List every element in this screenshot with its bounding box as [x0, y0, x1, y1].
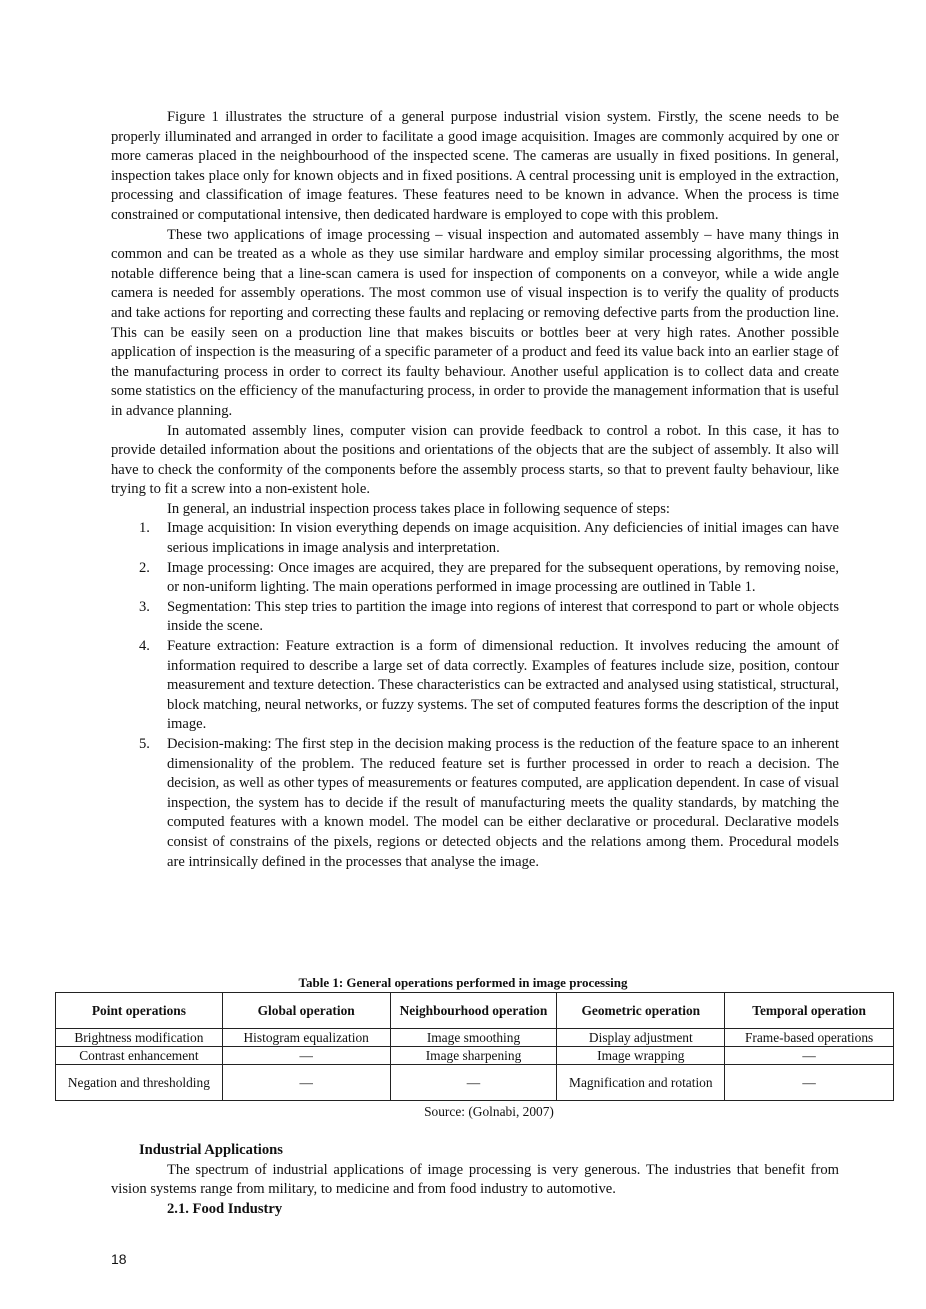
list-item-number: 4. [139, 638, 150, 655]
table-row [56, 1065, 894, 1101]
table-caption: Table 1: General operations performed in image processing [298, 975, 628, 990]
list-item-text: Image processing: Once images are acquired, they are prepared for the subsequent operations, by removing noise, or non-uniform lighting. The main operations performed in image processing are outlined in Table 1. [167, 559, 839, 596]
list-item [111, 559, 839, 598]
body-text [111, 108, 839, 872]
table-cell: Contrast enhancement [56, 1047, 223, 1065]
list-item-number: 1. [139, 520, 150, 537]
table-row [56, 1029, 894, 1047]
table-cell: Brightness modification [56, 1029, 223, 1047]
list-item-number: 3. [139, 598, 150, 615]
table-cell: Image smoothing [390, 1029, 557, 1047]
operations-table [55, 992, 894, 1101]
table-cell: — [725, 1065, 894, 1101]
list-item-text: Feature extraction: Feature extraction is a form of dimensional reduction. It involves reducing the amount of information required to describe a large set of data correctly. Examples of features include size, position, contour measurement and texture detection. These characteristics can be extracted and analysed using statistical, structural, block matching, neural networks, or fuzzy systems. The set of computed features forms the description of the input image. [167, 638, 839, 733]
list-item-number: 2. [139, 559, 150, 576]
list-item [111, 519, 839, 558]
table-cell: Negation and thresholding [56, 1065, 223, 1101]
table-cell: Frame-based operations [725, 1029, 894, 1047]
list-item-text: Image acquisition: In vision everything depends on image acquisition. Any deficiencies of initial images can have serious implications in image analysis and interpretation. [167, 520, 839, 557]
page-number: 18 [111, 1251, 127, 1267]
section-heading: Industrial Applications [139, 1142, 283, 1158]
list-item-text: Decision-making: The first step in the decision making process is the reduction of the feature space to an inherent dimensionality of the problem. The reduced feature set is further processed in order to reach a decision. The decision, as well as other types of measurements or features computed, are application dependent. In case of visual inspection, the system has to decide if the result of manufacturing meets the quality standards, by matching the computed features with a known model. The model can be either declarative or procedural. Declarative models consist of constrains of the pixels, regions or detected objects and the relations among them. Procedural models are intrinsically defined in the processes that analyse the image. [167, 736, 839, 870]
section-paragraph: The spectrum of industrial applications of image processing is very generous. The industries that benefit from vision systems range from military, to medicine and from food industry to automotive. [111, 1161, 839, 1198]
list-item-number: 5. [139, 736, 150, 752]
column-header: Point operations [56, 993, 223, 1029]
table-cell: — [222, 1047, 390, 1065]
column-header: Global operation [222, 993, 390, 1029]
table-cell: — [390, 1065, 557, 1101]
paragraph-automated-assembly: In automated assembly lines, computer vision can provide feedback to control a robot. In this case, it has to provide detailed information about the positions and orientations of the objects that are the subject of assembly. It also will have to check the conformity of the components before the assembly process starts, so that to prevent faulty behaviour, like trying to fit a screw into a non-existent hole. [111, 422, 839, 498]
list-item [111, 598, 839, 637]
table-cell: Histogram equalization [222, 1029, 390, 1047]
paragraph-figure-1: Figure 1 illustrates the structure of a general purpose industrial vision system. Firstly, the scene needs to be properly illuminated and arranged in order to facilitate a good image acquisition. Images are commonly acquired by one or more cameras placed in the neighbourhood of the inspected scene. The cameras are usually in fixed positions. In general, inspection takes place only for known objects and in fixed positions. A central processing unit is employed in the extraction, processing and classification of image features. These features need to be known in advance. When the process is time constrained or computational intensive, then dedicated hardware is employed to cope with this problem. [111, 109, 839, 223]
column-header: Neighbourhood operation [390, 993, 557, 1029]
paragraph-inspection-steps-intro: In general, an industrial inspection process takes place in following sequence of steps: [167, 500, 670, 517]
industrial-applications-section [111, 1141, 839, 1219]
list-item [111, 735, 839, 872]
table-cell: Image wrapping [557, 1047, 725, 1065]
table-cell: — [222, 1065, 390, 1101]
subsection-heading: 2.1. Food Industry [167, 1200, 283, 1217]
paragraph-applications: These two applications of image processing – visual inspection and automated assembly – have many things in common and can be treated as a whole as they use similar hardware and employ similar processing algorithms, the most notable difference being that a line-scan camera is used for inspection of components on a conveyor, while a wide angle camera is needed for assembly operations. The most common use of visual inspection is to verify the quality of products and take actions for reporting and correcting these faults and replacing or removing defective parts from the production line. This can be easily seen on a production line that makes biscuits or bottles beer at very high rates. Another possible application of inspection is the measuring of a specific parameter of a product and feed its value back into an earlier stage of the manufacturing process in order to correct its faulty behaviour. Another useful application is to collect data and create some statistics on the efficiency of the manufacturing process, in order to provide the management information that is useful in advance planning. [111, 226, 839, 419]
table-cell: — [725, 1047, 894, 1065]
table-cell: Magnification and rotation [557, 1065, 725, 1101]
list-item-text: Segmentation: This step tries to partition the image into regions of interest that correspond to part or whole objects inside the scene. [167, 598, 839, 635]
inspection-steps-list [111, 519, 839, 872]
column-header: Geometric operation [557, 993, 725, 1029]
list-item [111, 637, 839, 735]
column-header: Temporal operation [725, 993, 894, 1029]
table-cell: Image sharpening [390, 1047, 557, 1065]
table-header-row [56, 993, 894, 1029]
table-cell: Display adjustment [557, 1029, 725, 1047]
table-source: Source: (Golnabi, 2007) [424, 1104, 554, 1119]
table-row [56, 1047, 894, 1065]
